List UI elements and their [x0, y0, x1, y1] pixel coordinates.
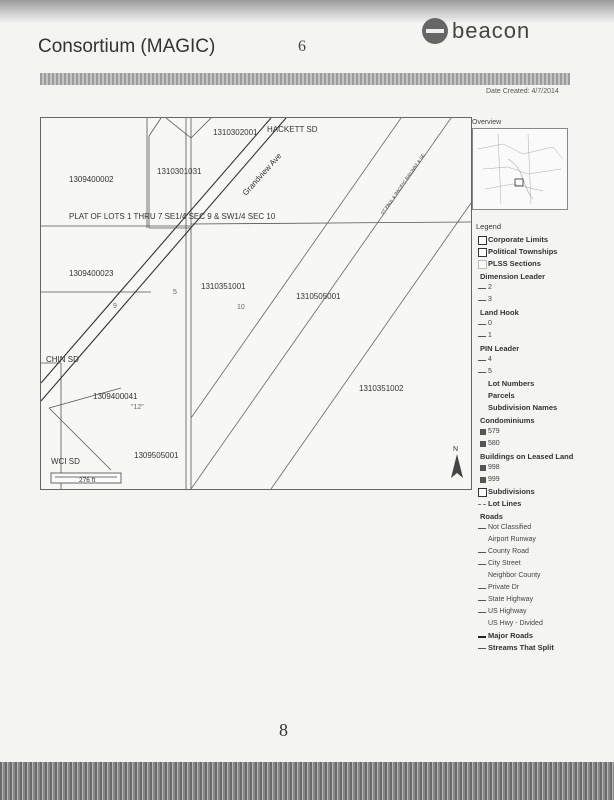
- legend-item: State Highway: [476, 595, 606, 605]
- legend-item: Lot Lines: [476, 499, 606, 509]
- legend-item: City Street: [476, 559, 606, 569]
- legend-item: Streams That Split: [476, 643, 606, 653]
- parcel-label: 1309505001: [134, 451, 179, 460]
- legend-item: 4: [476, 355, 606, 365]
- legend-item: 3: [476, 295, 606, 305]
- legend-item: 999: [476, 475, 606, 485]
- subdivision-label: HACKETT SD: [267, 125, 318, 134]
- railway-edge: [271, 203, 471, 489]
- legend-heading: Roads: [480, 512, 503, 521]
- north-label: N: [453, 446, 459, 453]
- scale-label: 276 ft: [79, 477, 96, 484]
- subdivision-label: CHIN SD: [46, 355, 79, 364]
- legend-item: Parcels: [488, 391, 515, 400]
- parcel-label: 1309400002: [69, 175, 114, 184]
- legend-item: PLSS Sections: [476, 259, 606, 269]
- page-marker-top: 6: [298, 38, 306, 55]
- parcel-label: 1310301031: [157, 167, 202, 176]
- legend-heading: Buildings on Leased Land: [480, 452, 574, 461]
- parcel-map[interactable]: [40, 117, 472, 490]
- lot-number: 9: [113, 303, 117, 310]
- legend-heading: Dimension Leader: [480, 272, 546, 281]
- beacon-logo-icon: [422, 18, 448, 44]
- logo-text: beacon: [452, 18, 531, 43]
- legend-item: Private Dr: [476, 583, 606, 593]
- page-title: Consortium (MAGIC): [38, 36, 216, 57]
- legend-item: 998: [476, 463, 606, 473]
- legend-item: Major Roads: [476, 631, 606, 641]
- legend-item: Airport Runway: [488, 536, 536, 543]
- overview-label: Overview: [472, 119, 502, 126]
- parcel-label: 1309400041: [93, 392, 138, 401]
- parcel-line: [191, 222, 471, 224]
- map-legend: [476, 222, 606, 655]
- road-edge-upper: [41, 118, 271, 383]
- page-number: 8: [279, 720, 288, 740]
- legend-item: 2: [476, 283, 606, 293]
- legend-heading: Condominiums: [480, 416, 535, 425]
- header-banner: [40, 73, 570, 85]
- scale-bar: [51, 473, 121, 484]
- subdivision-label: PLAT OF LOTS 1 THRU 7 SE1/4 SEC 9 & SW1/4 SEC 10: [69, 212, 276, 221]
- parcel-label: 1310351001: [201, 282, 246, 291]
- legend-item: 580: [476, 439, 606, 449]
- lot-number: 5: [173, 289, 177, 296]
- railway-edge: [191, 118, 401, 418]
- legend-item: Political Townships: [476, 247, 606, 257]
- legend-item: Neighbor County: [488, 572, 541, 579]
- legend-item: US Hwy - Divided: [488, 620, 543, 627]
- parcel-line: [166, 118, 191, 138]
- street-label: Grandview Ave: [240, 151, 284, 198]
- legend-item: 5: [476, 367, 606, 377]
- parcel-line: [191, 118, 211, 138]
- legend-item: Subdivision Names: [488, 403, 558, 412]
- legend-item: Subdivisions: [476, 487, 606, 497]
- legend-item: 1: [476, 331, 606, 341]
- overview-map[interactable]: [472, 128, 568, 210]
- legend-item: Lot Numbers: [488, 379, 535, 388]
- legend-item: Corporate Limits: [476, 235, 606, 245]
- legend-item: 579: [476, 427, 606, 437]
- subdivision-label: WCI SD: [51, 457, 80, 466]
- scan-bottom-artifact: [0, 762, 614, 800]
- legend-heading: Land Hook: [480, 308, 519, 317]
- beacon-logo[interactable]: [422, 18, 530, 44]
- lot-bracket-label: "12": [131, 404, 144, 411]
- date-created: Date Created: 4/7/2014: [486, 88, 559, 95]
- legend-item: Not Classified: [476, 523, 606, 533]
- legend-item: County Road: [476, 547, 606, 557]
- parcel-line: [149, 118, 161, 136]
- rail-label: ST PAUL & PACIFIC RAILWAY & SE: [379, 152, 426, 216]
- lot-number: 10: [237, 304, 245, 311]
- parcel-label: 1310351002: [359, 384, 404, 393]
- legend-heading: PIN Leader: [480, 344, 520, 353]
- parcel-label: 1310302001: [213, 128, 258, 137]
- overview-canvas: [473, 129, 567, 209]
- parcel-label: 1310505001: [296, 292, 341, 301]
- legend-item: 0: [476, 319, 606, 329]
- north-arrow-icon: [451, 446, 463, 478]
- map-canvas: [41, 118, 471, 489]
- legend-item: US Highway: [476, 607, 606, 617]
- legend-title: Legend: [476, 222, 502, 231]
- parcel-label: 1309400023: [69, 269, 114, 278]
